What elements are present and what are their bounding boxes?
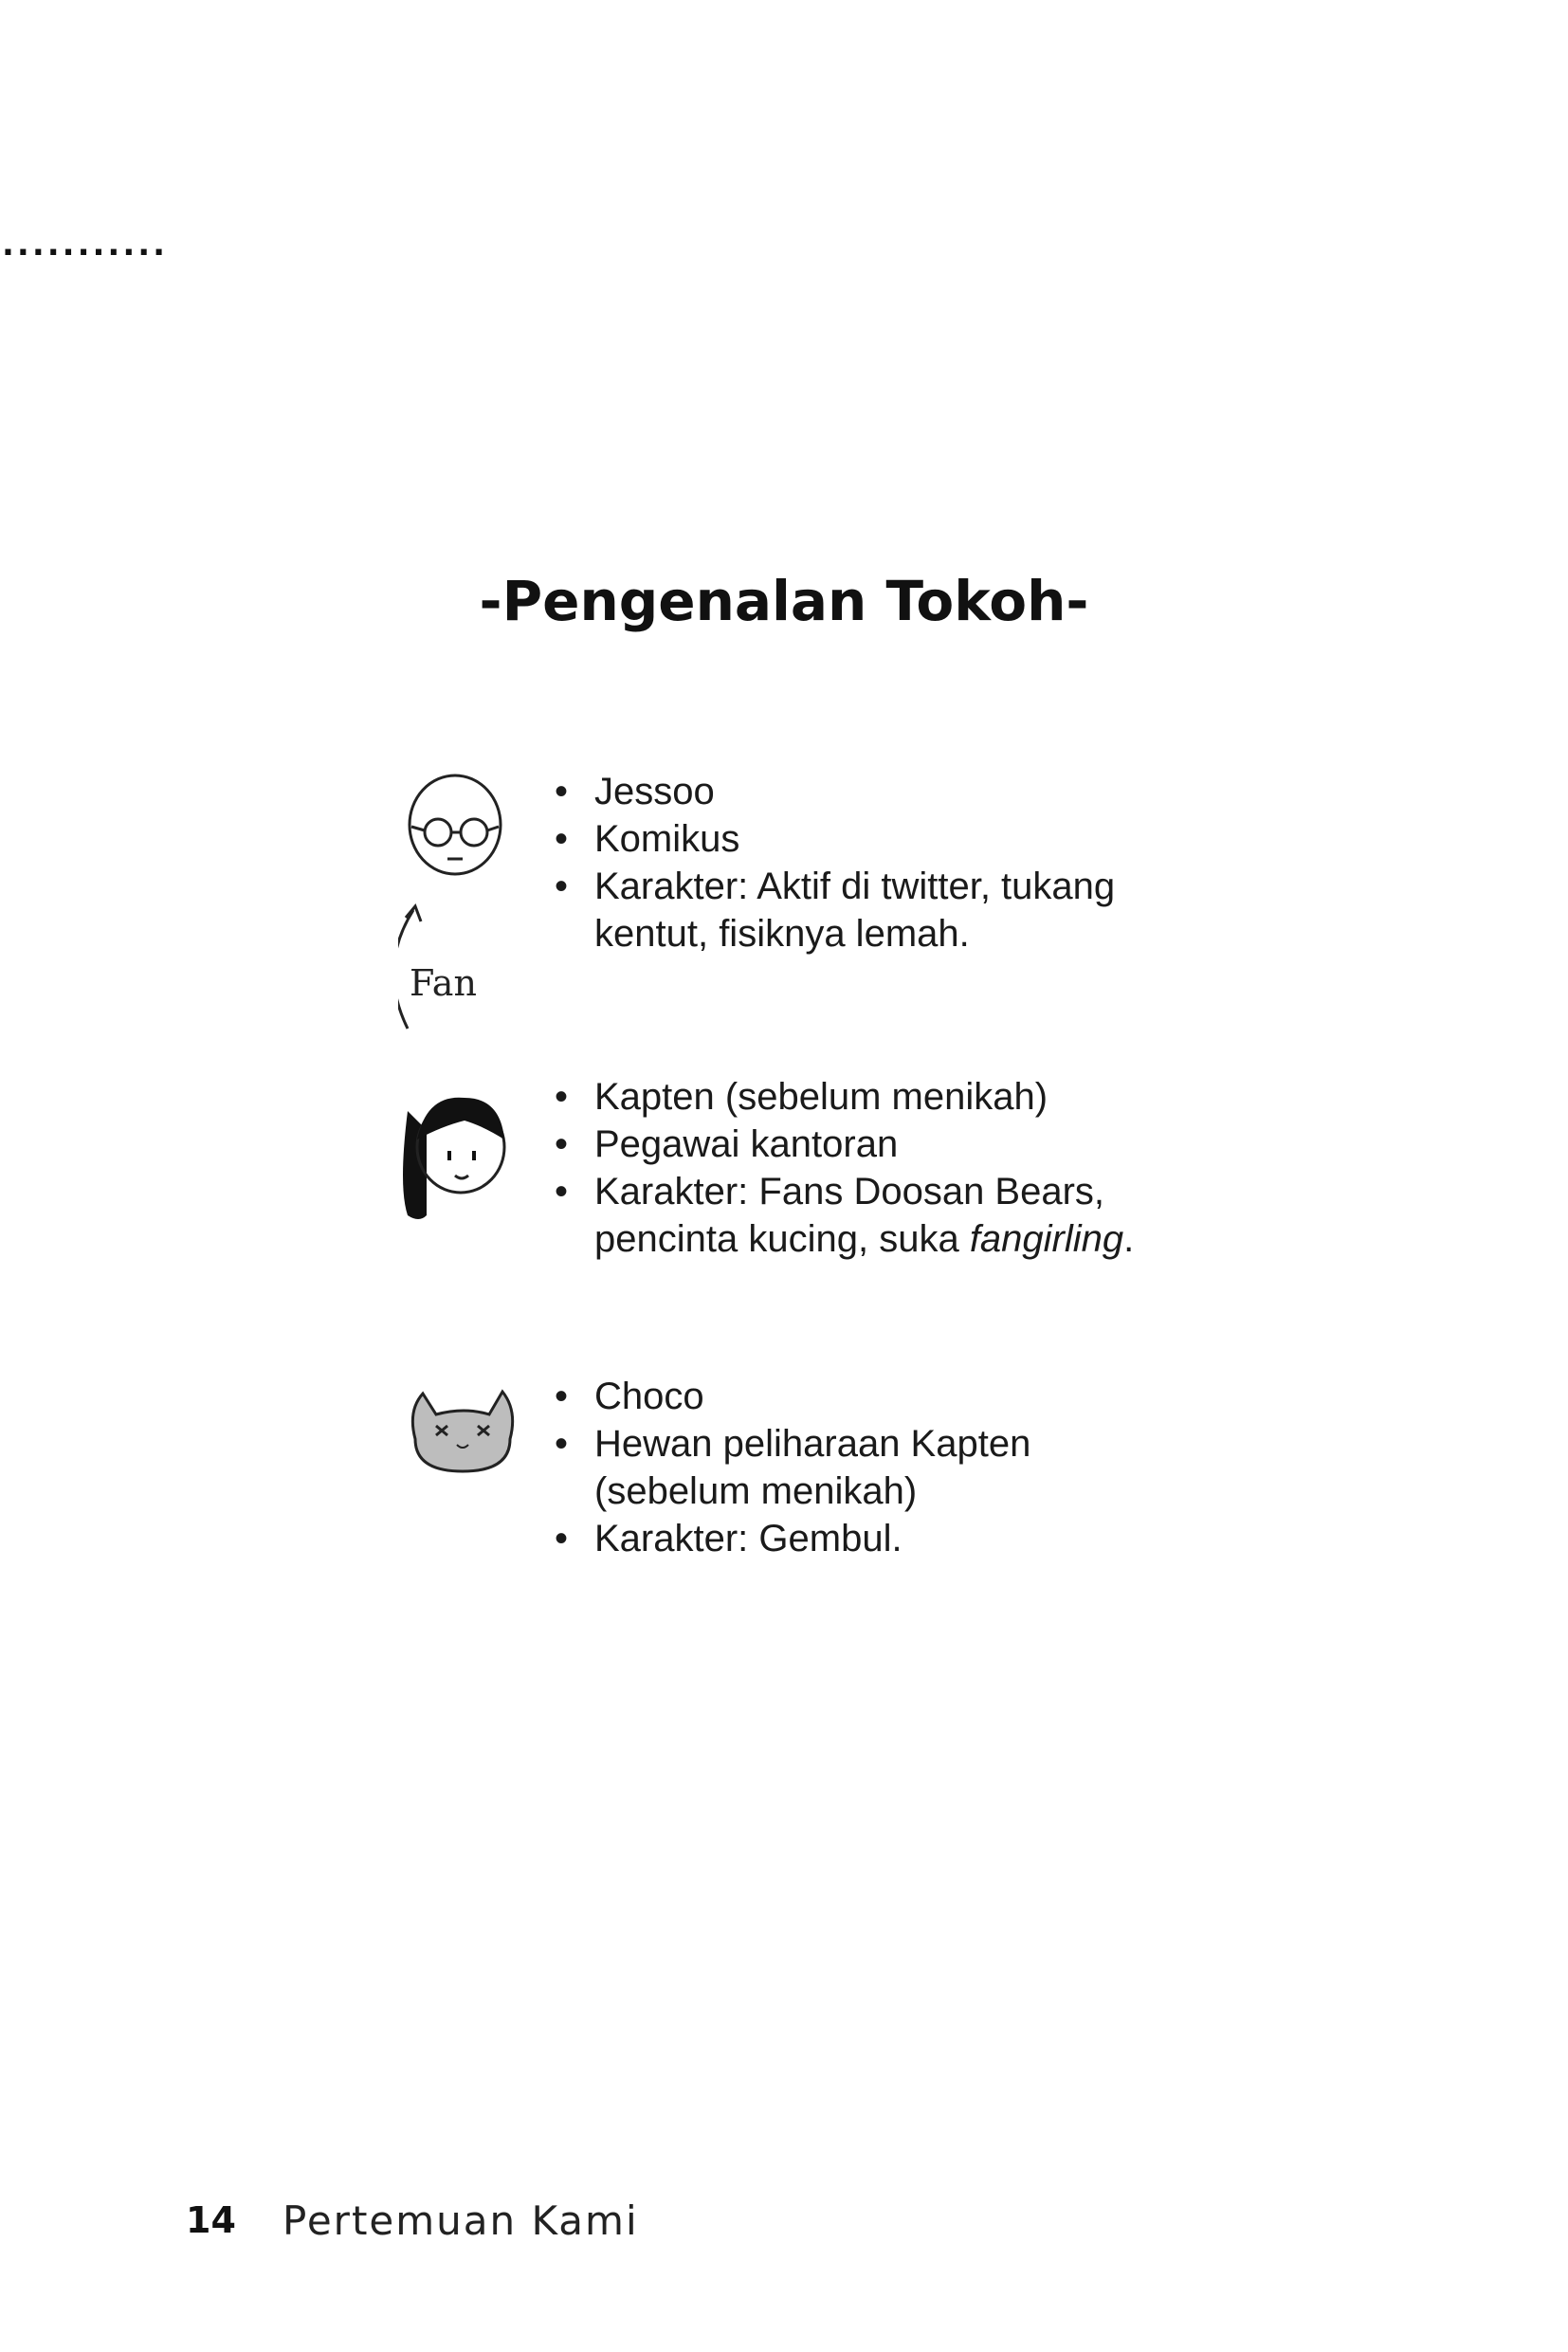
list-item: • Karakter: Aktif di twitter, tukang kentut, fisiknya lemah. — [555, 863, 1142, 957]
trait-list — [555, 768, 1142, 957]
character-jessoo — [398, 768, 1251, 1052]
list-item: • Hewan peliharaan Kapten (sebelum menikah) — [555, 1420, 1142, 1515]
list-item: • Komikus — [555, 815, 1142, 863]
trait-list — [555, 1373, 1142, 1562]
list-item: • Kapten (sebelum menikah) — [555, 1073, 1142, 1121]
list-item: • Jessoo — [555, 768, 1142, 815]
italic-term: fangirling — [969, 1218, 1124, 1260]
girl-ponytail-icon — [398, 1073, 531, 1225]
list-item: • Choco — [555, 1373, 1142, 1420]
character-kapten — [398, 1073, 1251, 1320]
trait-text: Karakter: Fans Doosan Bears, pencinta kucing, suka — [594, 1171, 1105, 1260]
character-choco — [398, 1373, 1251, 1562]
running-title: Pertemuan Kami — [283, 2197, 639, 2244]
list-item: • Pegawai kantoran — [555, 1121, 1142, 1168]
page-title: -Pengenalan Tokoh- — [479, 569, 1089, 633]
page-number: 14 — [186, 2199, 236, 2241]
list-item — [555, 1168, 1142, 1263]
sentence-end: . — [1123, 1218, 1135, 1260]
fan-annotation: Fan — [410, 962, 477, 1004]
decorative-dots: ........... — [2, 226, 169, 264]
cat-face-icon — [398, 1373, 531, 1486]
trait-list — [555, 1073, 1142, 1263]
list-item: • Karakter: Gembul. — [555, 1515, 1142, 1562]
bald-man-glasses-icon — [398, 768, 531, 1052]
